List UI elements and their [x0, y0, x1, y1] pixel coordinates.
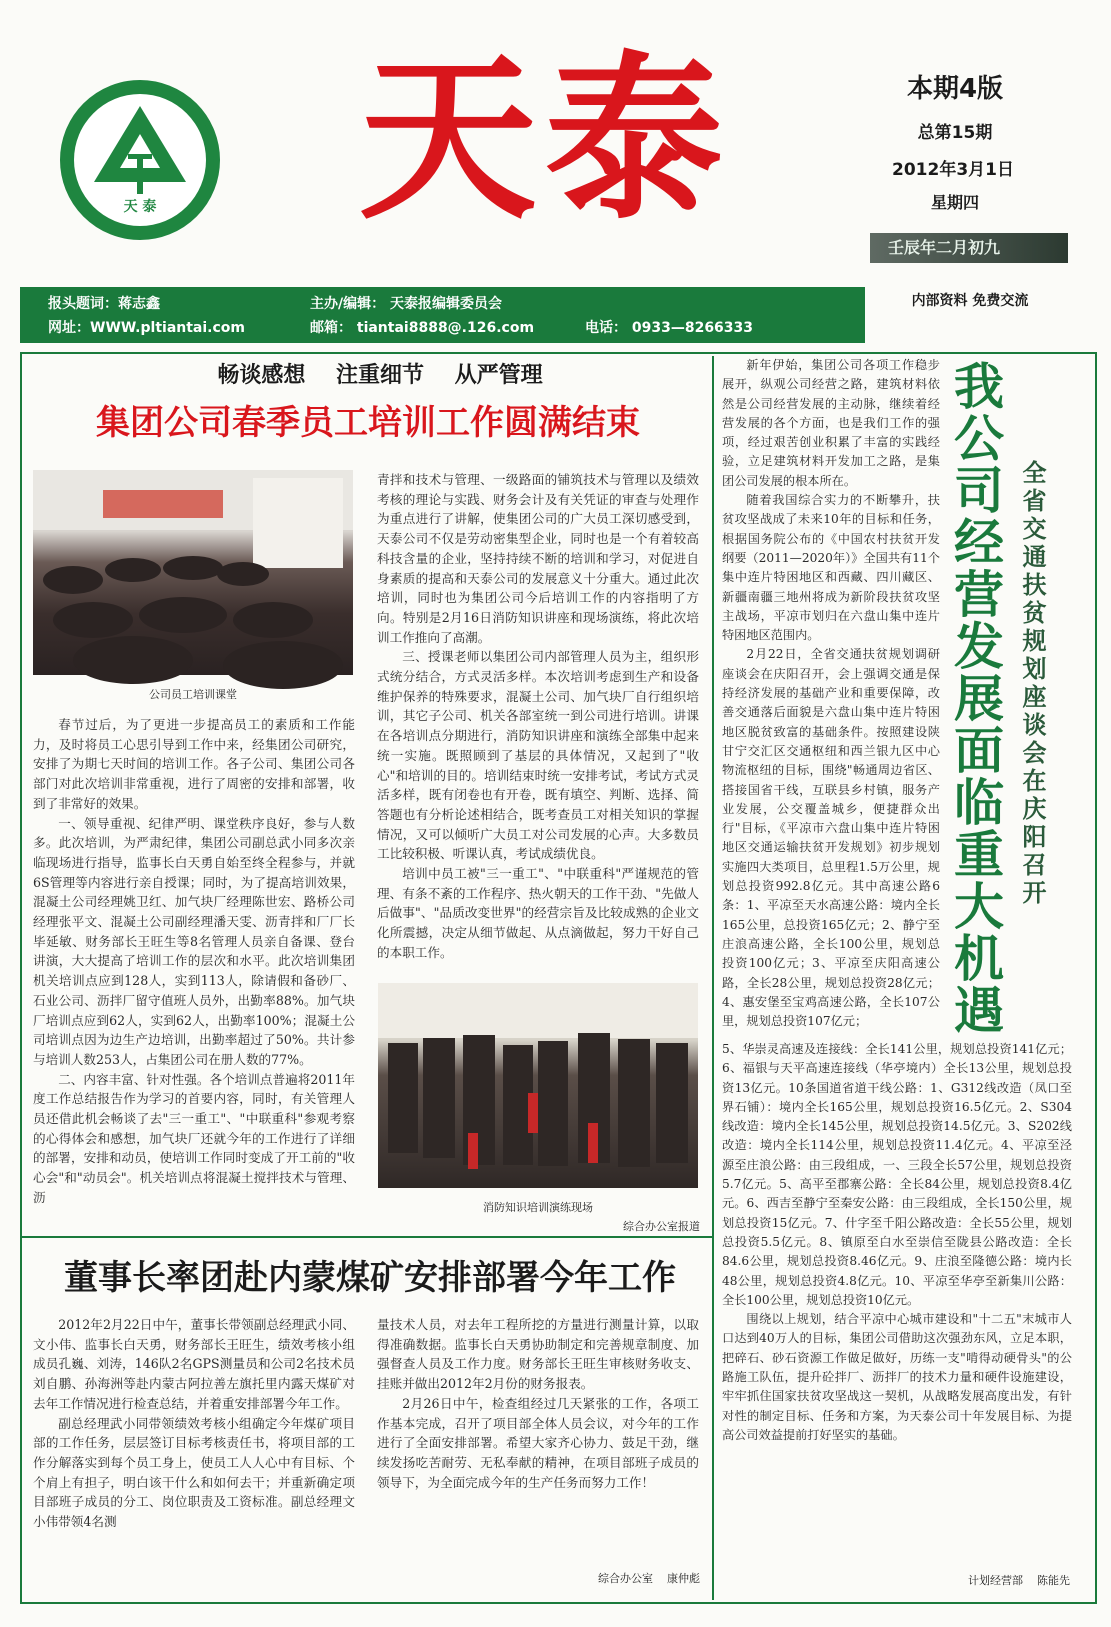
paragraph: 随着我国综合实力的不断攀升，扶贫攻坚战成了未来10年的目标和任务，根据国务院公布的《中国农村扶贫开发纲要（2011—2020年）》全国共有11个集中连片特困地区和西藏、四川藏区、新疆南疆三地州将成为新阶段扶贫攻坚主战场，平凉市划归在六盘山集中连片特困地区范围内。: [722, 493, 940, 643]
internal-note: 内部资料 免费交流: [911, 293, 1029, 309]
logo-inner: [74, 94, 206, 226]
article2-byline: 综合办公室 康仲彪: [598, 1572, 700, 1585]
paragraph: 围绕以上规划，结合平凉中心城市建设和"十二五"末城市人口达到40万人的目标，集团公司借助这次强劲东风，立足本职，把碎石、砂石资源工作做足做好，历练一支"啃得动硬骨头"的公路施工队伍，提升砼拌厂、沥拌厂的技术力量和硬件设施建设，牢牢抓住国家扶贫攻坚战这一契机，从战略发展高度出发，有针对性的制定目标、任务和方案，为天泰公司十年发展目标、为提高公司效益提前打好坚实的基础。: [722, 1312, 1072, 1442]
website: 网址：WWW.pltiantai.com: [48, 320, 245, 336]
article2-col2: [377, 1315, 699, 1565]
logo-text: 天 泰: [123, 199, 157, 215]
paragraph: 二、内容丰富、针对性强。各个培训点普遍将2011年度工作总结报告作为学习的首要内容，同时，有关管理人员还借此机会畅谈了去"三一重工"、"中联重科"参观考察的心得体会和感想，加气块厂还就今年的工作进行了详细的部署，安排和动员，使培训工作同时变成了开工前的"收心会"和"动员会"。机关培训点将混凝土搅拌技术与管理、沥: [33, 1071, 355, 1205]
issue-total: 总第15期: [917, 123, 993, 143]
classroom-illustration: [33, 470, 353, 675]
article3-headline: 我公司经营发展面临重大机遇: [946, 360, 1004, 1036]
article1-byline: 综合办公室报道: [623, 1220, 700, 1233]
paragraph: 2月22日，全省交通扶贫规划调研座谈会在庆阳召开，会上强调交通是保持经济发展的基础产业和重要保障，改善交通落后面貌是六盘山集中连片特困地区脱贫致富的基础条件。按照建设陕甘宁交汇区交通枢纽和西兰银九区中心物流枢纽的目标，围绕"畅通周边省区、搭接国省干线，互联县乡村镇，服务产业发展，公交覆盖城乡，便捷群众出行"目标，《平凉市六盘山集中连片特困地区交通运输扶贫开发规划》初步规划实施四大类项目，总里程1.5万公里，规划总投资992.8亿元。其中高速公路6条：1、平凉至天水高速公路：境内全长165公里，总投资165亿元；2、静宁至庄浪高速公路，全长100公里，规划总投资100亿元；3、平凉至庆阳高速公路，全长28公里，规划总投资28亿元；4、惠安堡至宝鸡高速公路，全长107公里，规划总投资107亿元；: [722, 647, 940, 1029]
paragraph: 培训中员工被"三一重工"、"中联重科"严谨规范的管理、有条不紊的工作程序、热火朝天的工作干劲、"先做人后做事"、"品质改变世界"的经营宗旨及比较成熟的企业文化所震撼，决定从细节做起、从点滴做起，努力干好自己的本职工作。: [377, 866, 699, 960]
article3-byline: 计划经营部 陈能先: [968, 1574, 1070, 1587]
article1-kicker: 畅谈感想 注重细节 从严管理: [217, 363, 543, 388]
paragraph: 副总经理武小同带领绩效考核小组确定今年煤矿项目部的工作任务，层层签订目标考核责任书，将项目部的工作分解落实到每个员工身上，使员工人人心中有目标、个个肩上有担子，明白该干什么和如何去干；并重新确定项目部班子成员的分工、岗位职责及工资标准。副总经理文小伟带领4名测: [33, 1415, 355, 1530]
training-classroom-photo: [33, 470, 353, 675]
column-divider: [712, 356, 714, 1600]
masthead-title: 天泰: [359, 34, 731, 243]
email: 邮箱： tiantai8888@.126.com: [310, 320, 535, 336]
paragraph: 5、华崇灵高速及连接线：全长141公里，规划总投资141亿元；6、福银与天平高速连接线（华亭境内）全长13公里，规划总投资13亿元。10条国道省道干线公路：1、G312线改造（凤口至界石铺）：境内全长165公里，规划总投资16.5亿元。2、S304线改造：境内全长145公里，规划总投资14.5亿元。3、S202线改造：境内全长114公里，规划总投资11.4亿元。4、平凉至泾源至庄浪公路：由三段组成，一、三段全长57公里，规划总投资5.7亿元。5、高平至郡寨公路：全长84公里，规划总投资8.4亿元。6、西吉至静宁至秦安公路：由三段组成，全长150公里，规划总投资15亿元。7、什字至千阳公路改造：全长55公里，规划总投资5.5亿元。8、镇原至白水至崇信至陇县公路改造：全长84.6公里，规划总投资8.46亿元。9、庄浪至隆德公路：境内长48公里，规划总投资4.8亿元。10、平凉至华亭至新集川公路：全长100公里，规划总投资10亿元。: [722, 1042, 1072, 1307]
article1-col1: [33, 715, 355, 1205]
photo2-caption: 消防知识培训演练现场: [483, 1201, 593, 1214]
article3-col-top: [722, 356, 940, 1036]
issue-weekday: 星期四: [930, 193, 979, 212]
lunar-date: 壬辰年二月初九: [870, 233, 1068, 263]
paragraph: 新年伊始，集团公司各项工作稳步展开，纵观公司经营之路，建筑材料依然是公司经营发展的主动脉，继续着经营发展的各个方面，也是我们工作的强项，经过艰苦创业积累了丰富的实践经验，立足建筑材料开发加工之路，是集团公司发展的根本所在。: [722, 358, 940, 488]
phone: 电话： 0933—8266333: [585, 320, 754, 336]
issue-pages: 本期4版: [906, 74, 1004, 104]
article2-headline: 董事长率团赴内蒙煤矿安排部署今年工作: [64, 1258, 676, 1298]
article3-col-bottom: [722, 1040, 1072, 1562]
photo1-caption: 公司员工培训课堂: [149, 688, 237, 701]
company-logo: [60, 80, 220, 240]
paragraph: 春节过后，为了更进一步提高员工的素质和工作能力，及时将员工心思引导到工作中来，经集团公司研究，安排了为期七天时间的培训工作。各子公司、集团公司各部门对此次培训非常重视，进行了周密的安排和部署，收到了非常好的效果。: [33, 717, 355, 811]
paragraph: 青拌和技术与管理、一级路面的铺筑技术与管理以及绩效考核的理论与实践、财务会计及有关凭证的审查与处理作为重点进行了讲解，使集团公司的广大员工深切感受到，天泰公司不仅是劳动密集型企业，同时也是一个有着较高科技含量的企业，坚持持续不断的培训和学习，对促进自身素质的提高和天泰公司的发展意义十分重大。通过此次培训，同时也为集团公司今后培训工作的内容指明了方向。特别是2月16日消防知识讲座和现场演练，将此次培训工作推向了高潮。: [377, 472, 699, 645]
article3-subhead: 全省交通扶贫规划座谈会在庆阳召开: [1018, 460, 1046, 908]
paragraph: 量技术人员，对去年工程所挖的方量进行测量计算，以取得准确数据。监事长白天勇协助制定和完善规章制度、加强督查人员及工作力度。财务部长王旺生审核财务收支、挂账并做出2012年2月份的财务报表。: [377, 1317, 699, 1392]
paragraph: 2月26日中午，检查组经过几天紧张的工作，各项工作基本完成，召开了项目部全体人员会议，对今年的工作进行了全面安排部署。希望大家齐心协力、鼓足干劲，继续发扬吃苦耐劳、无私奉献的精神，在项目部班子成员的领导下，为全面完成今年的生产任务而努力工作！: [377, 1395, 699, 1490]
article1-headline: 集团公司春季员工培训工作圆满结束: [96, 403, 640, 443]
article1-col2: [377, 470, 699, 975]
sponsor: 主办/编辑： 天泰报编辑委员会: [310, 296, 502, 312]
article-divider: [22, 1236, 712, 1238]
article2-col1: [33, 1315, 355, 1585]
paragraph: 三、授课老师以集团公司内部管理人员为主，组织形式统分结合，方式灵活多样。本次培训考虑到生产和设备维护保养的特殊要求，混凝土公司、加气块厂自行组织培训，其它子公司、机关各部室统一到公司进行培训。讲课在各培训点分期进行，消防知识讲座和演练全部集中起来统一实施。既照顾到了基层的具体情况，又起到了"收心"和培训的目的。培训结束时统一安排考试，考试方式灵活多样，既有闭卷也有开卷，既有填空、判断、选择、简答题也有分析论述相结合，既考查员工对相关知识的掌握情况，又可以倾听广大员工对公司发展的心声。大多数员工比较积极、听课认真，考试成绩优良。: [377, 649, 699, 862]
paragraph: 一、领导重视、纪律严明、课堂秩序良好，参与人数多。此次培训，为严肃纪律，集团公司副总武小同多次亲临现场进行指导，监事长白天勇自始至终全程参与，并就6S管理等内容进行亲自授课；同时，为了提高培训效果，混凝土公司经理姚卫红、加气块厂经理陈世宏、路桥公司经理张平文、混凝土公司副经理潘天雯、沥青拌和厂厂长毕延敏、财务部长王旺生等8名管理人员亲自备课、登台讲演，大大提高了培训工作的层次和水平。此次培训集团机关培训点应到128人，实到113人，除请假和备砂厂、石业公司、沥拌厂留守值班人员外，出勤率88%。加气块厂培训点应到62人，实到62人，出勤率100%；混凝土公司培训点因为边生产边培训，出勤率超过了50%。共计参与培训人数253人，占集团公司在册人数的77%。: [33, 815, 355, 1067]
title-by: 报头题词：蒋志鑫: [48, 296, 160, 312]
info-bar: [20, 287, 865, 343]
fire-drill-photo: [378, 983, 698, 1188]
fire-drill-illustration: [378, 983, 698, 1188]
paragraph: 2012年2月22日中午，董事长带领副总经理武小同、文小伟、监事长白天勇，财务部长王旺生，绩效考核小组成员孔巍、刘涛，146队2名GPS测量员和公司2名技术员刘自鹏、孙海洲等赴内蒙古阿拉善左旗托里内露天煤矿对去年工作情况进行检查总结，并着重安排部署今年工作。: [33, 1317, 355, 1411]
issue-date: 2012年3月1日: [892, 160, 1014, 180]
